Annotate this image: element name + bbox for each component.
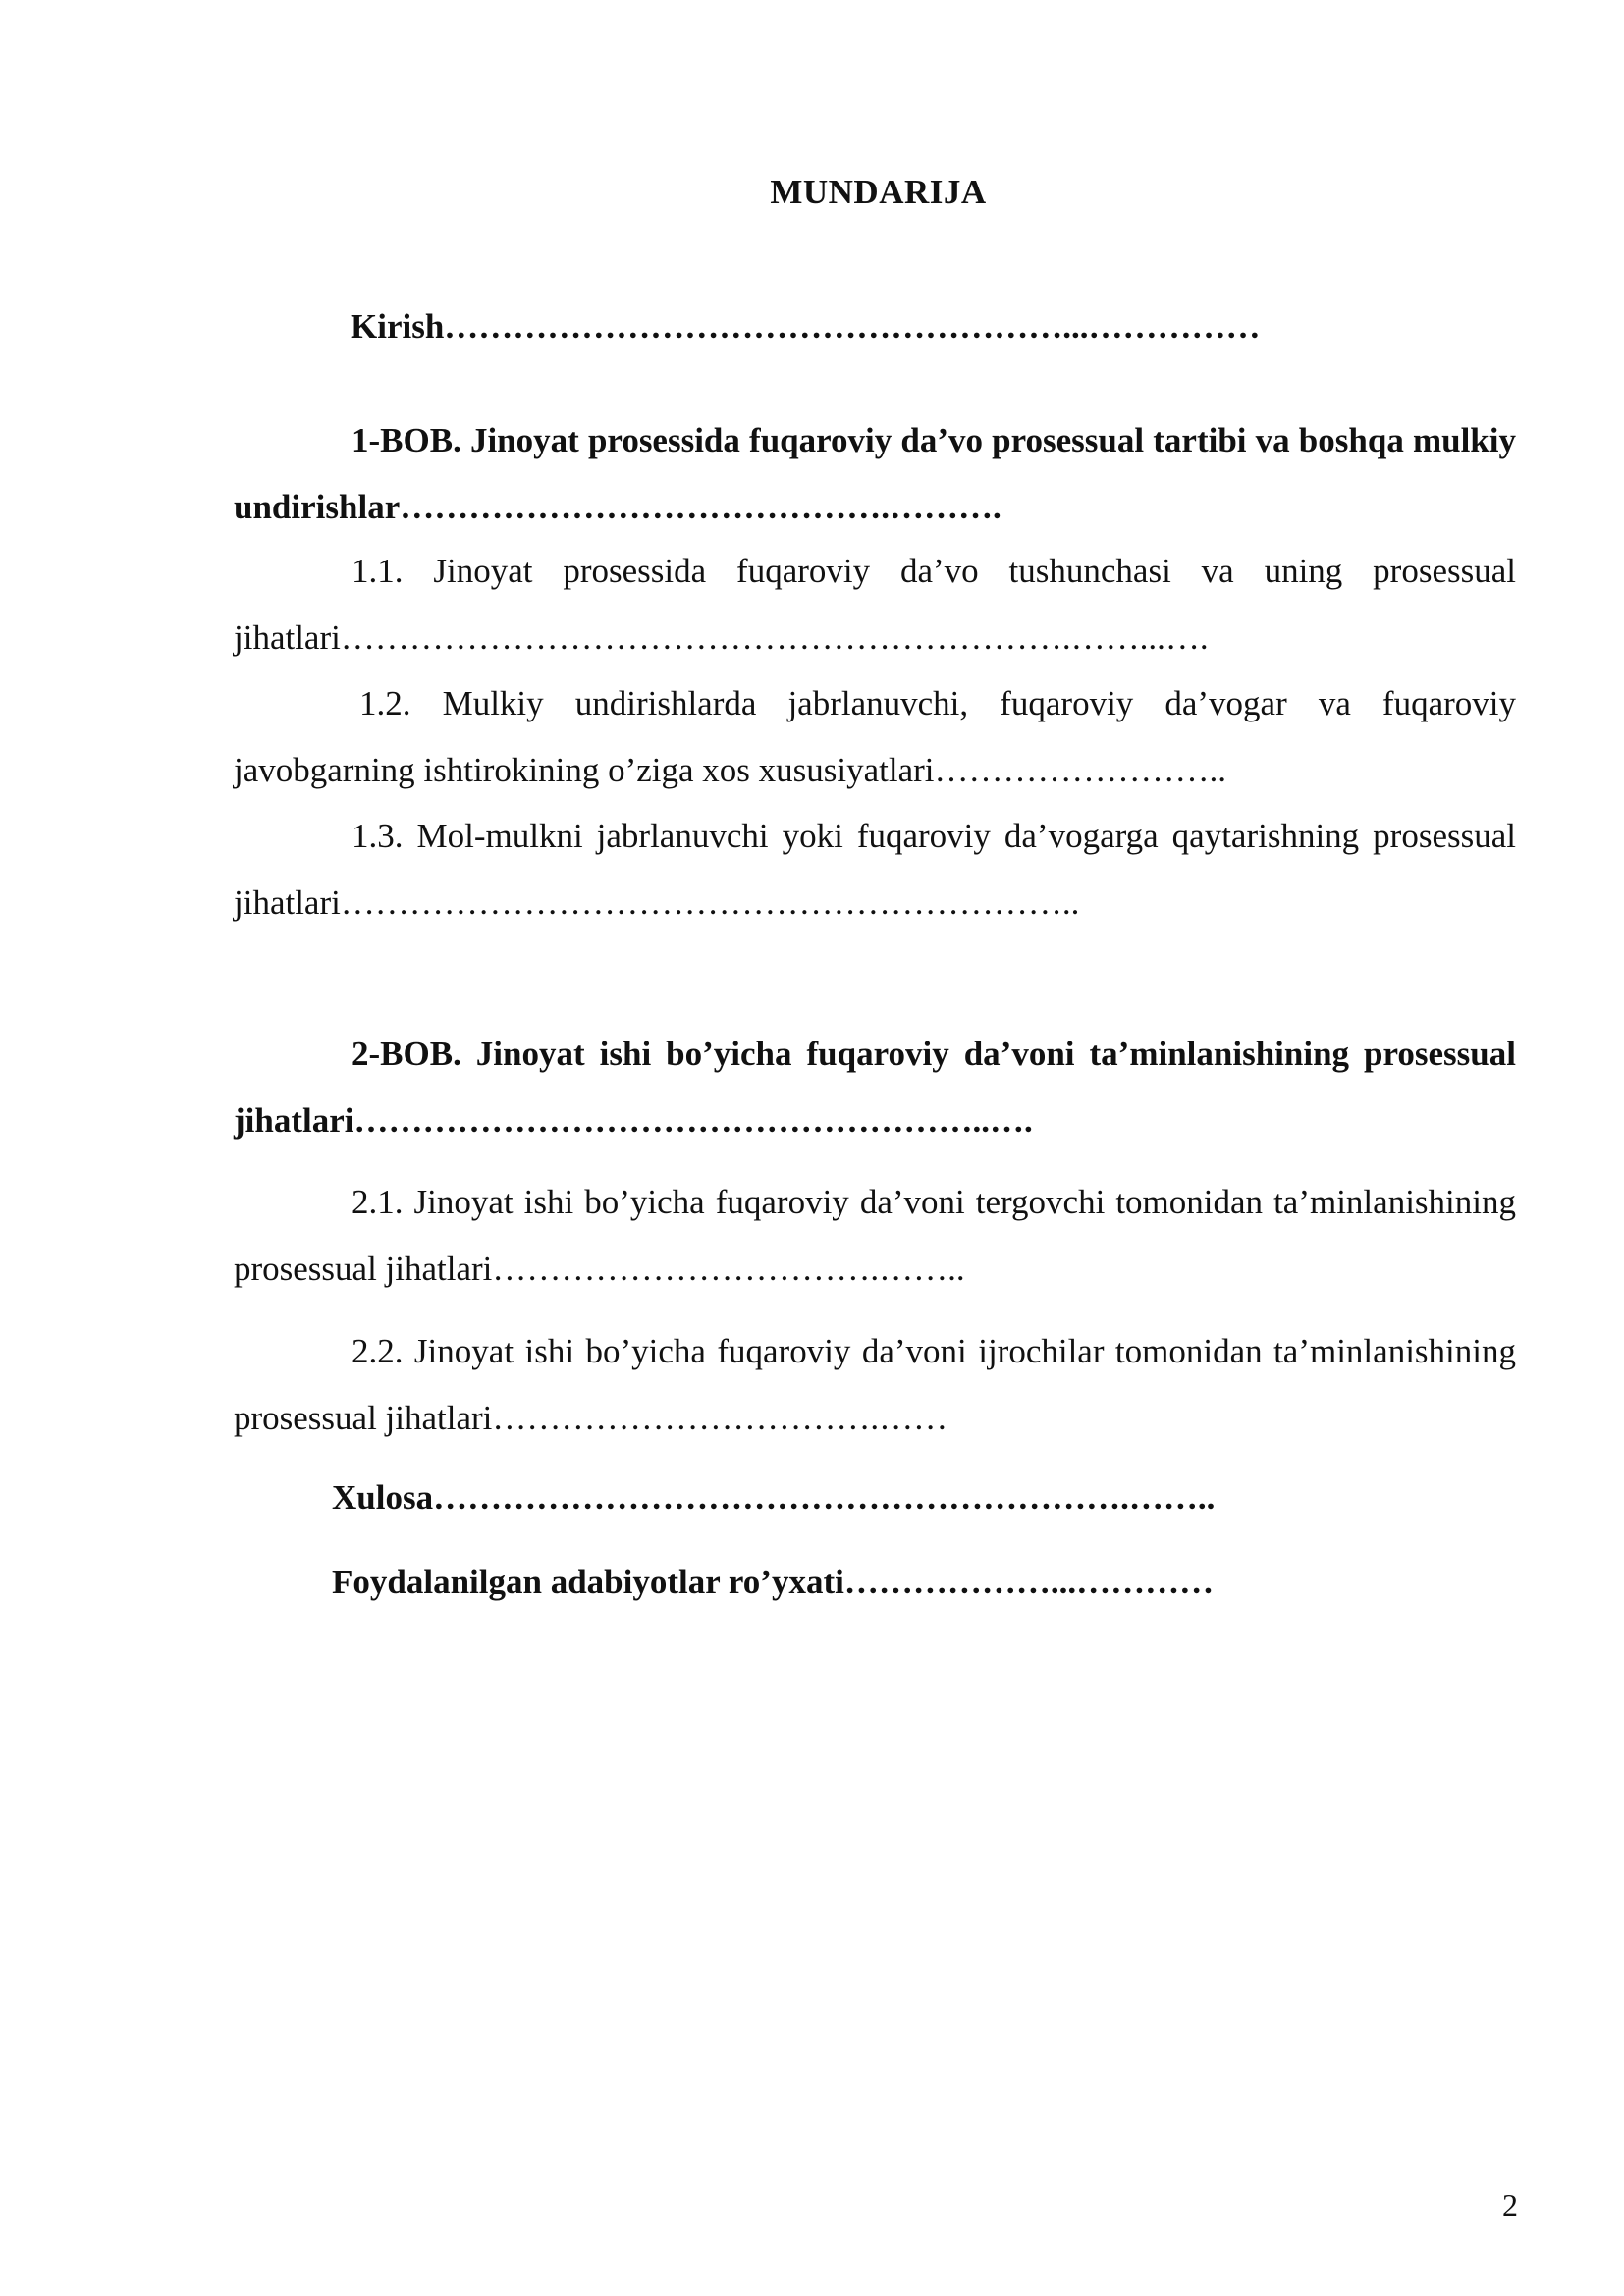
page-number: 2 (1502, 2187, 1518, 2222)
toc-entry-section-2-2[interactable] (234, 1318, 1516, 1452)
toc-entry-chapter-1[interactable] (234, 407, 1516, 541)
toc-entry-section-2-2-text: 2.2. Jinoyat ishi bo’yicha fuqaroviy da’voni ijrochilar tomonidan ta’minlanishining prosessual jihatlari…………………………….…… (234, 1332, 1516, 1437)
toc-entry-section-1-2-text: 1.2. Mulkiy undirishlarda jabrlanuvchi, fuqaroviy da’vogar va fuqaroviy javobgarning ishtirokining o’ziga xos xususiyatlari…………………….. (234, 684, 1516, 789)
toc-entry-kirish[interactable]: Kirish………………………………………………...…………… (351, 307, 1261, 346)
toc-entry-chapter-2[interactable] (234, 1021, 1516, 1154)
toc-entry-section-2-1-text: 2.1. Jinoyat ishi bo’yicha fuqaroviy da’voni tergovchi tomonidan ta’minlanishining prosessual jihatlari…………………………….…….. (234, 1183, 1516, 1288)
toc-entry-adabiyotlar[interactable]: Foydalanilgan adabiyotlar ro’yxati………………...………… (332, 1563, 1215, 1601)
toc-entry-chapter-2-text: 2-BOB. Jinoyat ishi bo’yicha fuqaroviy da’voni ta’minlanishining prosessual jihatlari………………………………………………..…. (234, 1035, 1516, 1140)
toc-entry-xulosa[interactable]: Xulosa…………………………………………………….…….. (332, 1478, 1216, 1517)
toc-entry-section-1-3-text: 1.3. Mol-mulkni jabrlanuvchi yoki fuqaroviy da’vogarga qaytarishning prosessual jihatlari……………………………………………………….. (234, 817, 1516, 922)
page-title: MUNDARIJA (770, 173, 987, 211)
toc-entry-section-1-1[interactable] (234, 538, 1516, 671)
toc-entry-section-1-3[interactable] (234, 803, 1516, 936)
toc-entry-section-1-2[interactable] (234, 670, 1516, 804)
toc-entry-section-2-1[interactable] (234, 1169, 1516, 1303)
toc-entry-chapter-1-text: 1-BOB. Jinoyat prosessida fuqaroviy da’vo prosessual tartibi va boshqa mulkiy undirishlar…………………………………….………. (234, 421, 1516, 526)
toc-entry-section-1-1-text: 1.1. Jinoyat prosessida fuqaroviy da’vo tushunchasi va uning prosessual jihatlari……………………………………………………….……...…. (234, 552, 1516, 657)
